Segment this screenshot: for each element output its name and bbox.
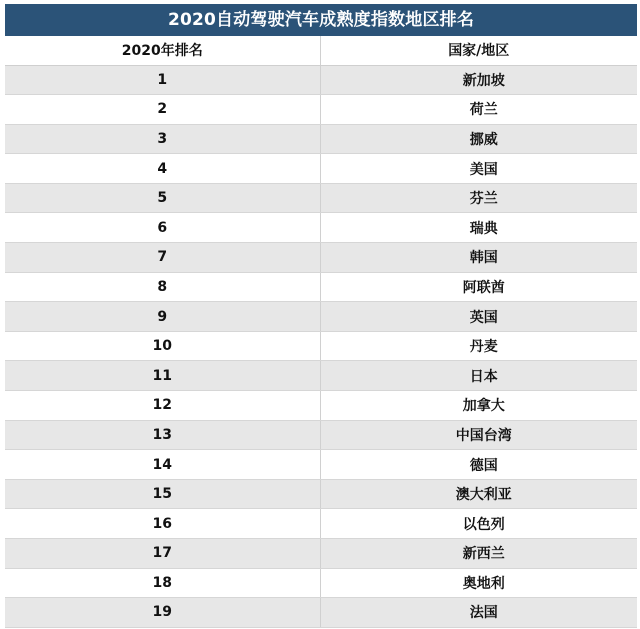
rank-cell: 4 [5, 154, 320, 184]
table-title: 2020自动驾驶汽车成熟度指数地区排名 [5, 4, 637, 36]
region-cell [320, 154, 637, 184]
region-name: 以色列 [462, 516, 505, 533]
table-row [5, 183, 637, 213]
region-name: 芬兰 [469, 191, 498, 208]
region-name: 挪威 [469, 131, 498, 148]
region-name: 阿联酋 [462, 279, 505, 296]
rank-cell: 2 [5, 95, 320, 125]
region-name: 法国 [469, 605, 498, 622]
region-name: 英国 [469, 309, 498, 326]
region-cell [320, 331, 637, 361]
table-row [5, 598, 637, 628]
table-body [5, 65, 637, 627]
rank-cell: 14 [5, 450, 320, 480]
region-cell [320, 479, 637, 509]
region-cell [320, 450, 637, 480]
rank-cell: 17 [5, 539, 320, 569]
region-cell [320, 568, 637, 598]
rank-cell: 10 [5, 331, 320, 361]
region-cell [320, 95, 637, 125]
region-name: 荷兰 [469, 102, 498, 119]
table-row [5, 124, 637, 154]
region-name: 加拿大 [462, 398, 505, 415]
table-row [5, 154, 637, 184]
region-name: 丹麦 [469, 339, 498, 356]
region-name: 澳大利亚 [455, 487, 512, 504]
rank-cell: 16 [5, 509, 320, 539]
rank-cell: 11 [5, 361, 320, 391]
region-cell [320, 420, 637, 450]
region-name: 德国 [469, 457, 498, 474]
rank-cell: 12 [5, 391, 320, 421]
region-name: 瑞典 [469, 220, 498, 237]
region-name: 奥地利 [462, 575, 505, 592]
region-name: 日本 [469, 368, 498, 385]
region-cell [320, 361, 637, 391]
region-name: 中国台湾 [455, 427, 512, 444]
table-row [5, 479, 637, 509]
rank-cell: 3 [5, 124, 320, 154]
rank-cell: 19 [5, 598, 320, 628]
ranking-table [5, 36, 637, 628]
table-row [5, 302, 637, 332]
column-header-region: 国家/地区 [320, 36, 637, 65]
table-row [5, 539, 637, 569]
header-row [5, 36, 637, 65]
table-row [5, 509, 637, 539]
region-cell [320, 183, 637, 213]
region-cell [320, 124, 637, 154]
table-row [5, 95, 637, 125]
table-row [5, 391, 637, 421]
region-name: 新加坡 [462, 72, 505, 89]
table-row [5, 243, 637, 273]
region-name: 美国 [469, 161, 498, 178]
region-cell [320, 302, 637, 332]
rank-cell: 18 [5, 568, 320, 598]
column-header-rank: 2020年排名 [5, 36, 320, 65]
table-row [5, 450, 637, 480]
table-row [5, 272, 637, 302]
table-row [5, 568, 637, 598]
table-row [5, 420, 637, 450]
table-row [5, 331, 637, 361]
region-cell [320, 272, 637, 302]
region-cell [320, 598, 637, 628]
rank-cell: 5 [5, 183, 320, 213]
rank-cell: 9 [5, 302, 320, 332]
table-row [5, 361, 637, 391]
rank-cell: 6 [5, 213, 320, 243]
region-name: 韩国 [469, 250, 498, 267]
rank-cell: 15 [5, 479, 320, 509]
rank-cell: 7 [5, 243, 320, 273]
region-cell [320, 243, 637, 273]
rank-cell: 8 [5, 272, 320, 302]
region-cell [320, 539, 637, 569]
region-cell [320, 509, 637, 539]
region-cell [320, 391, 637, 421]
table-row [5, 213, 637, 243]
region-name: 新西兰 [462, 546, 505, 563]
rank-cell: 1 [5, 65, 320, 95]
table-row [5, 65, 637, 95]
rank-cell: 13 [5, 420, 320, 450]
region-cell [320, 213, 637, 243]
region-cell [320, 65, 637, 95]
